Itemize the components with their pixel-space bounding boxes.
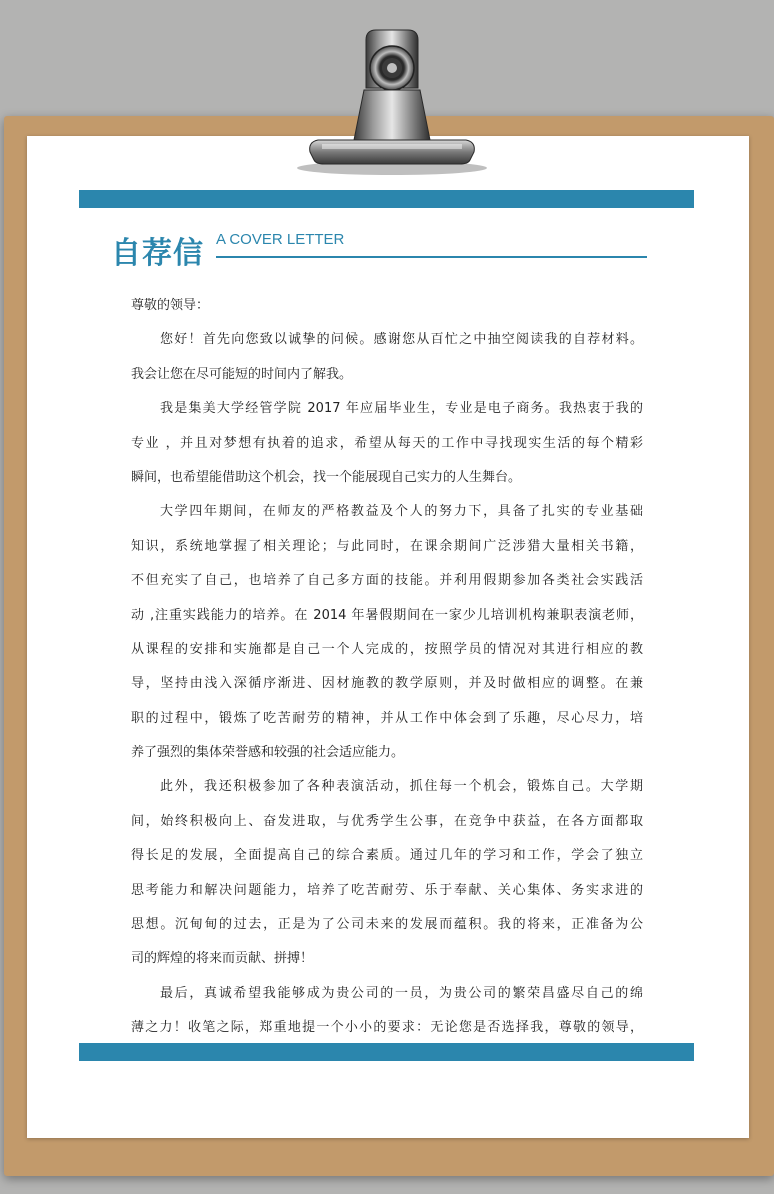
- text-line: 思想。沉甸甸的过去，正是为了公司未来的发展而蕴积。我的将来，正准备为公: [131, 917, 643, 933]
- text-line: 职的过程中，锻炼了吃苦耐劳的精神，并从工作中体会到了乐趣，尽心尽力，培: [131, 710, 643, 726]
- paragraph-3: [131, 495, 643, 770]
- binder-clip-icon: [0, 0, 774, 200]
- salutation: 尊敬的领导：: [131, 298, 210, 313]
- text-line: 最后，真诚希望我能够成为贵公司的一员，为贵公司的繁荣昌盛尽自己的绵: [160, 985, 643, 1001]
- title-chinese: 自荐信: [111, 236, 204, 271]
- text-line: 知识，系统地掌握了相关理论；与此同时，在课余期间广泛涉猎大量相关书籍，: [131, 538, 643, 554]
- text-line: 此外，我还积极参加了各种表演活动，抓住每一个机会，锻炼自己。大学期: [160, 779, 643, 795]
- text-line: 养了强烈的集体荣誉感和较强的社会适应能力。: [131, 745, 405, 761]
- text-line: 大学四年期间，在师友的严格教益及个人的努力下，具备了扎实的专业基础: [160, 504, 643, 520]
- title-english: A COVER LETTER: [216, 231, 345, 248]
- text-line: 导，坚持由浅入深循序渐进、因材施教的教学原则，并及时做相应的调整。在兼: [131, 676, 643, 692]
- text-line: 薄之力！收笔之际，郑重地提一个小小的要求：无论您是否选择我，尊敬的领导，: [131, 1020, 643, 1036]
- text-line: 思考能力和解决问题能力，培养了吃苦耐劳、乐于奉献、关心集体、务实求进的: [131, 882, 643, 898]
- text-line: 瞬间，也希望能借助这个机会，找一个能展现自己实力的人生舞台。: [131, 469, 522, 485]
- text-line: 动 ,注重实践能力的培养。在 2014 年暑假期间在一家少儿培训机构兼职表演老师，: [131, 607, 643, 623]
- text-line: 我是集美大学经管学院 2017 年应届毕业生，专业是电子商务。我热衷于我的: [160, 401, 643, 417]
- text-line: 您好！首先向您致以诚挚的问候。感谢您从百忙之中抽空阅读我的自荐材料。: [160, 332, 643, 348]
- paragraph-1: [131, 323, 643, 392]
- paragraph-5: [131, 977, 643, 1046]
- text-line: 从课程的安排和实施都是自己一个人完成的，按照学员的情况对其进行相应的教: [131, 641, 643, 657]
- text-line: 得长足的发展，全面提高自己的综合素质。通过几年的学习和工作，学会了独立: [131, 848, 643, 864]
- letter-body: [131, 289, 643, 1046]
- title-underline: [216, 256, 647, 258]
- text-line: 司的辉煌的将来而贡献、拼搏！: [131, 951, 314, 967]
- text-line: 不但充实了自己，也培养了自己多方面的技能。并利用假期参加各类社会实践活: [131, 573, 643, 589]
- text-line: 间，始终积极向上、奋发进取，与优秀学生公事，在竞争中获益，在各方面都取: [131, 813, 643, 829]
- text-line: 我会让您在尽可能短的时间内了解我。: [131, 366, 353, 382]
- paragraph-2: [131, 392, 643, 495]
- footer-bar: [79, 1043, 694, 1061]
- paragraph-4: [131, 770, 643, 976]
- text-line: 专业 ，并且对梦想有执着的追求，希望从每天的工作中寻找现实生活的每个精彩: [131, 435, 643, 451]
- header-bar: [79, 190, 694, 208]
